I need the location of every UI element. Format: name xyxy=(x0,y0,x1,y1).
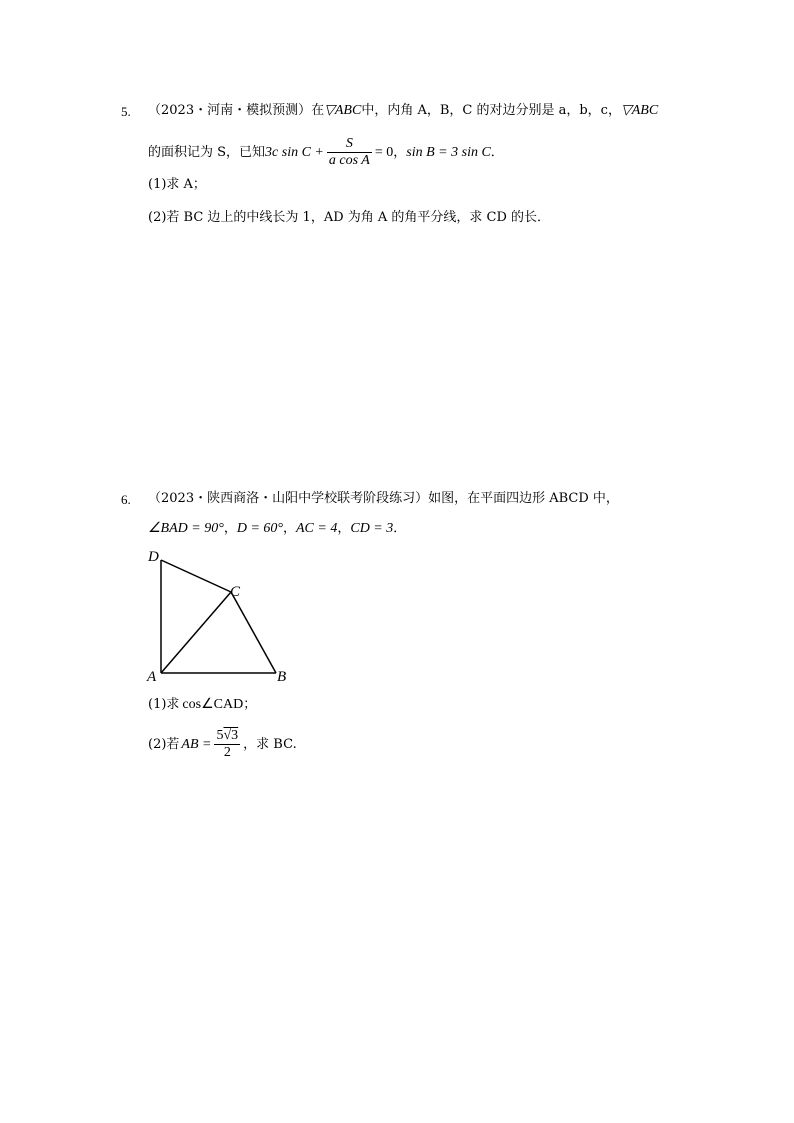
question-6-stem-line2: ∠BAD = 90°，D = 60°，AC = 4，CD = 3． xyxy=(148,521,407,536)
condition-angle-bad: ∠BAD = 90° xyxy=(148,521,224,536)
question-6-source: （2023・陕西商洛・山阳中学校联考阶段练习） xyxy=(148,491,429,506)
fraction-5sqrt3-over-2: $\frac{5√3}{2}$ xyxy=(216,728,239,760)
edge-cb xyxy=(231,592,276,673)
edge-ac xyxy=(161,592,231,673)
question-5-number: 5. xyxy=(121,104,131,119)
quadrilateral-figure xyxy=(140,545,310,685)
question-6-part-2: (2)若 AB = $\frac{5√3}{2}$ ，求 BC. xyxy=(148,728,297,760)
equation-1-right: = 0 xyxy=(374,145,394,160)
triangle-abc: ▽ABC xyxy=(324,103,362,118)
label-c: C xyxy=(230,584,241,600)
question-5-part-2: (2)若 BC 边上的中线长为 1，AD 为角 A 的角平分线，求 CD 的长． xyxy=(148,210,551,225)
label-a: A xyxy=(147,669,157,685)
condition-cd: CD = 3 xyxy=(350,521,394,536)
question-6-stem-line1: （2023・陕西商洛・山阳中学校联考阶段练习）如图，在平面四边形 ABCD 中， xyxy=(148,491,619,506)
question-6-number: 6. xyxy=(121,492,131,507)
equation-1-left: 3c sin C + xyxy=(265,145,324,160)
label-b: B xyxy=(277,669,287,685)
edge-dc xyxy=(161,560,231,592)
condition-angle-d: D = 60° xyxy=(236,521,283,536)
question-5-part-1: (1)求 A； xyxy=(148,177,206,192)
question-6-part-1: (1)求 cos∠CAD； xyxy=(148,697,257,712)
expr-ab: AB = xyxy=(181,737,212,752)
fraction-s-over-acosa: $\frac{S}{\text{a cos A}}$ xyxy=(328,136,370,168)
label-d: D xyxy=(148,549,159,565)
equation-2: sin B = 3 sin C xyxy=(406,145,491,160)
question-5-source: （2023・河南・模拟预测） xyxy=(148,103,312,118)
question-5-stem-line1: （2023・河南・模拟预测）在▽ABC中，内角 A，B，C 的对边分别是 a，b，c，▽ABC xyxy=(148,103,659,118)
expr-cos-cad: cos∠CAD xyxy=(182,697,244,712)
condition-ac: AC = 4 xyxy=(296,521,338,536)
question-5-stem-line2: 的面积记为 S，已知3c sin C + $\frac{S}{\text{a cos A}}$ = 0，sin B = 3 sin C． xyxy=(148,136,504,168)
